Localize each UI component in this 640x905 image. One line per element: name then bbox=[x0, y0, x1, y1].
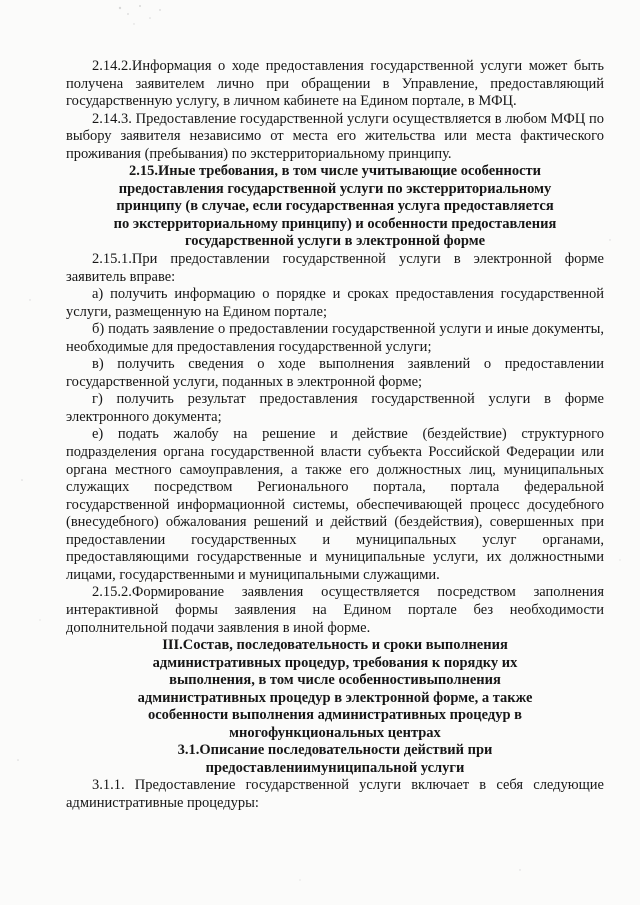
heading-line: 3.1.Описание последовательности действий при bbox=[177, 742, 493, 759]
list-item-b: б) подать заявление о предоставлении государственной услуги и иные документы, необходимые для предоставления государственной услуги; bbox=[66, 321, 604, 355]
heading-line: принципу (в случае, если государственная услуга предоставляется bbox=[116, 198, 554, 215]
heading-line: предоставления государственной услуги по экстерриториальному bbox=[118, 180, 552, 197]
heading-line: выполнения, в том числе особенностивыполнения bbox=[169, 672, 501, 689]
heading-line: 2.15.Иные требования, в том числе учитывающие особенности bbox=[128, 163, 542, 180]
section-heading-3 bbox=[66, 637, 604, 742]
paragraph-2-15-2: 2.15.2.Формирование заявления осуществляется посредством заполнения интерактивной формы заявления на Едином портале без необходимости дополнительной подачи заявления в иной форме. bbox=[66, 584, 604, 636]
list-item-v: в) получить сведения о ходе выполнения заявлений о предоставлении государственной услуги, поданных в электронной форме; bbox=[66, 356, 604, 390]
list-item-e: е) подать жалобу на решение и действие (бездействие) структурного подразделения органа государственной власти субъекта Российской Федерации или органа местного самоуправления, а также его должностных лиц, муниципальных служащих посредством Регионального портала, портала федеральной государственной информационной системы, обеспечивающей процесс досудебного (внесудебного) обжалования решений и действий (бездействия), совершенных при предоставлении государственных и муниципальных услуг органами, предоставляющими государственные и муниципальные услуги, их должностными лицами, государственными и муниципальными служащими. bbox=[66, 426, 604, 583]
list-item-g: г) получить результат предоставления государственной услуги в форме электронного документа; bbox=[66, 391, 604, 425]
heading-line: административных процедур, требования к порядку их bbox=[152, 654, 518, 671]
heading-line: III.Состав, последовательность и сроки выполнения bbox=[162, 637, 508, 654]
section-heading-2-15 bbox=[66, 163, 604, 251]
heading-line: государственной услуги в электронной форме bbox=[184, 233, 486, 250]
paragraph-2-14-2: 2.14.2.Информация о ходе предоставления государственной услуги может быть получена заявителем лично при обращении в Управление, предоставляющий государственную услугу, в личном кабинете на Едином портале, в МФЦ. bbox=[66, 58, 604, 110]
heading-line: по экстерриториальному принципу) и особенности предоставления bbox=[113, 215, 557, 232]
paragraph-2-14-3: 2.14.3. Предоставление государственной услуги осуществляется в любом МФЦ по выбору заявителя независимо от места его жительства или места фактического проживания (пребывания) по экстерриториальному принципу. bbox=[66, 110, 604, 162]
heading-line: многофункциональных центрах bbox=[229, 724, 441, 741]
paragraph-3-1-1: 3.1.1. Предоставление государственной услуги включает в себя следующие административные процедуры: bbox=[66, 777, 604, 811]
heading-line: предоставлениимуниципальной услуги bbox=[205, 759, 465, 776]
paragraph-2-15-1: 2.15.1.При предоставлении государственной услуги в электронной форме заявитель вправе: bbox=[66, 251, 604, 285]
section-heading-3-1 bbox=[66, 742, 604, 777]
heading-line: особенности выполнения административных процедур в bbox=[147, 707, 523, 724]
list-item-a: а) получить информацию о порядке и сроках предоставления государственной услуги, размещенную на Едином портале; bbox=[66, 286, 604, 320]
heading-line: административных процедур в электронной форме, а также bbox=[137, 689, 533, 706]
